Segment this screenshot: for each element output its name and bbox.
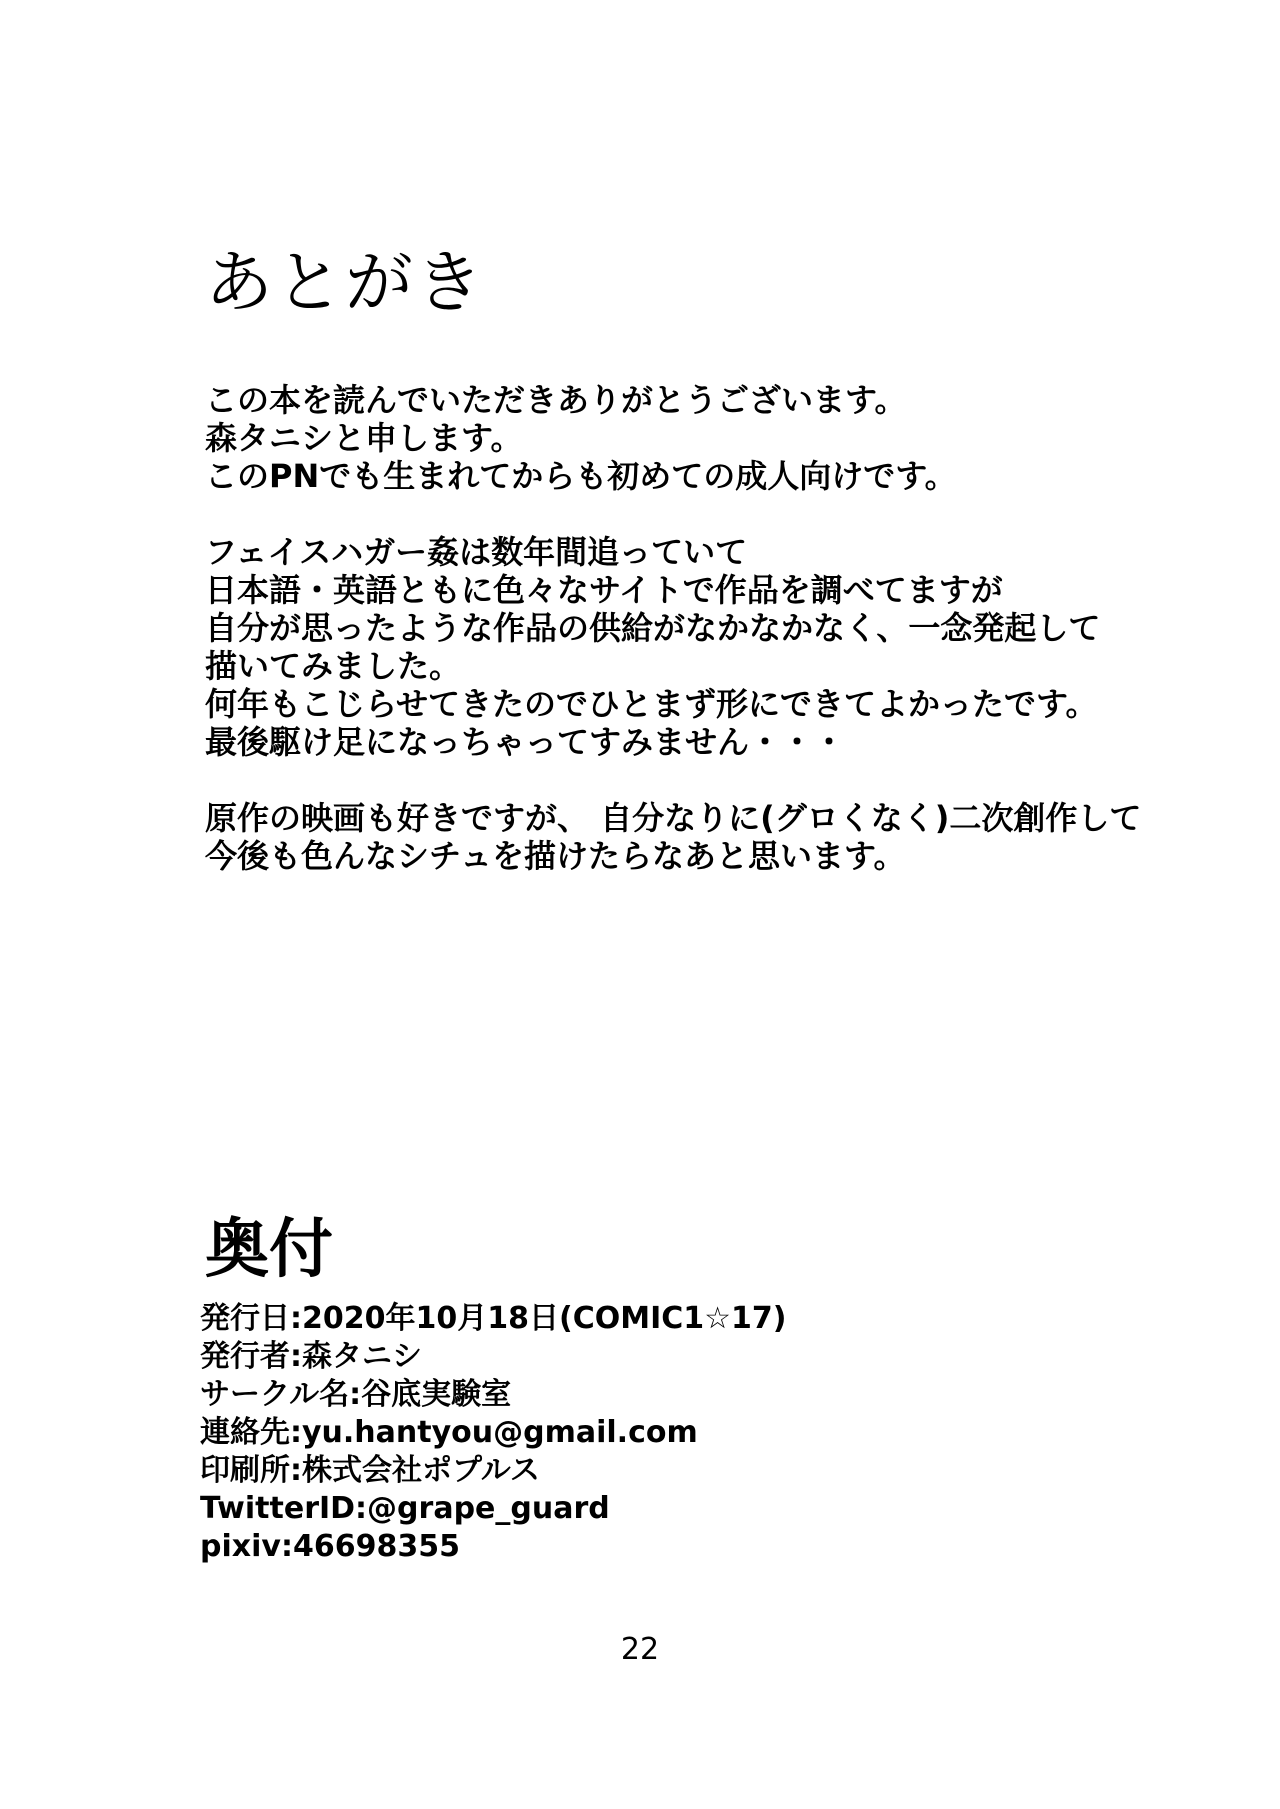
afterword-line: 最後駆け足になっちゃってすみません・・・: [205, 723, 846, 761]
afterword-line: 今後も色んなシチュを描けたらなあと思います。: [205, 837, 906, 875]
afterword-paragraph: [205, 533, 1205, 761]
afterword-title: あとがき: [205, 244, 486, 323]
colophon-list: [200, 1300, 786, 1566]
paragraph-gap: [205, 495, 1205, 533]
colophon-circle-name: サークル名:谷底実験室: [200, 1377, 512, 1412]
afterword-line: この本を読んでいただきありがとうございます。: [205, 381, 907, 419]
colophon-contact: 連絡先:yu.hantyou@gmail.com: [200, 1415, 698, 1450]
afterword-body: [205, 381, 1205, 875]
afterword-line: 日本語・英語ともに色々なサイトで作品を調べてますが: [205, 571, 1003, 609]
colophon-pixiv-id: pixiv:46698355: [200, 1529, 460, 1564]
colophon-twitter-id: TwitterID:@grape_guard: [200, 1491, 610, 1526]
colophon-publish-date: 発行日:2020年10月18日(COMIC1☆17): [200, 1301, 787, 1336]
afterword-paragraph: [205, 799, 1205, 875]
afterword-paragraph: [205, 381, 1205, 495]
afterword-line: 森タニシと申します。: [205, 419, 523, 457]
page-number: 22: [620, 1632, 660, 1667]
afterword-line: 自分が思ったような作品の供給がなかなかなく、一念発起して: [205, 609, 1101, 647]
afterword-line: 原作の映画も好きですが、 自分なりに(グロくなく)二次創作して: [205, 799, 1142, 837]
afterword-line: 描いてみました。: [205, 647, 462, 685]
colophon-printer: 印刷所:株式会社ポプルス: [200, 1453, 540, 1488]
afterword-line: このPNでも生まれてからも初めての成人向けです。: [205, 457, 957, 495]
paragraph-gap: [205, 761, 1205, 799]
afterword-line: フェイスハガー姦は数年間追っていて: [205, 533, 748, 571]
afterword-line: 何年もこじらせてきたのでひとまず形にできてよかったです。: [205, 685, 1098, 723]
colophon-publisher: 発行者:森タニシ: [200, 1339, 422, 1374]
colophon-title: 奥付: [205, 1213, 333, 1287]
